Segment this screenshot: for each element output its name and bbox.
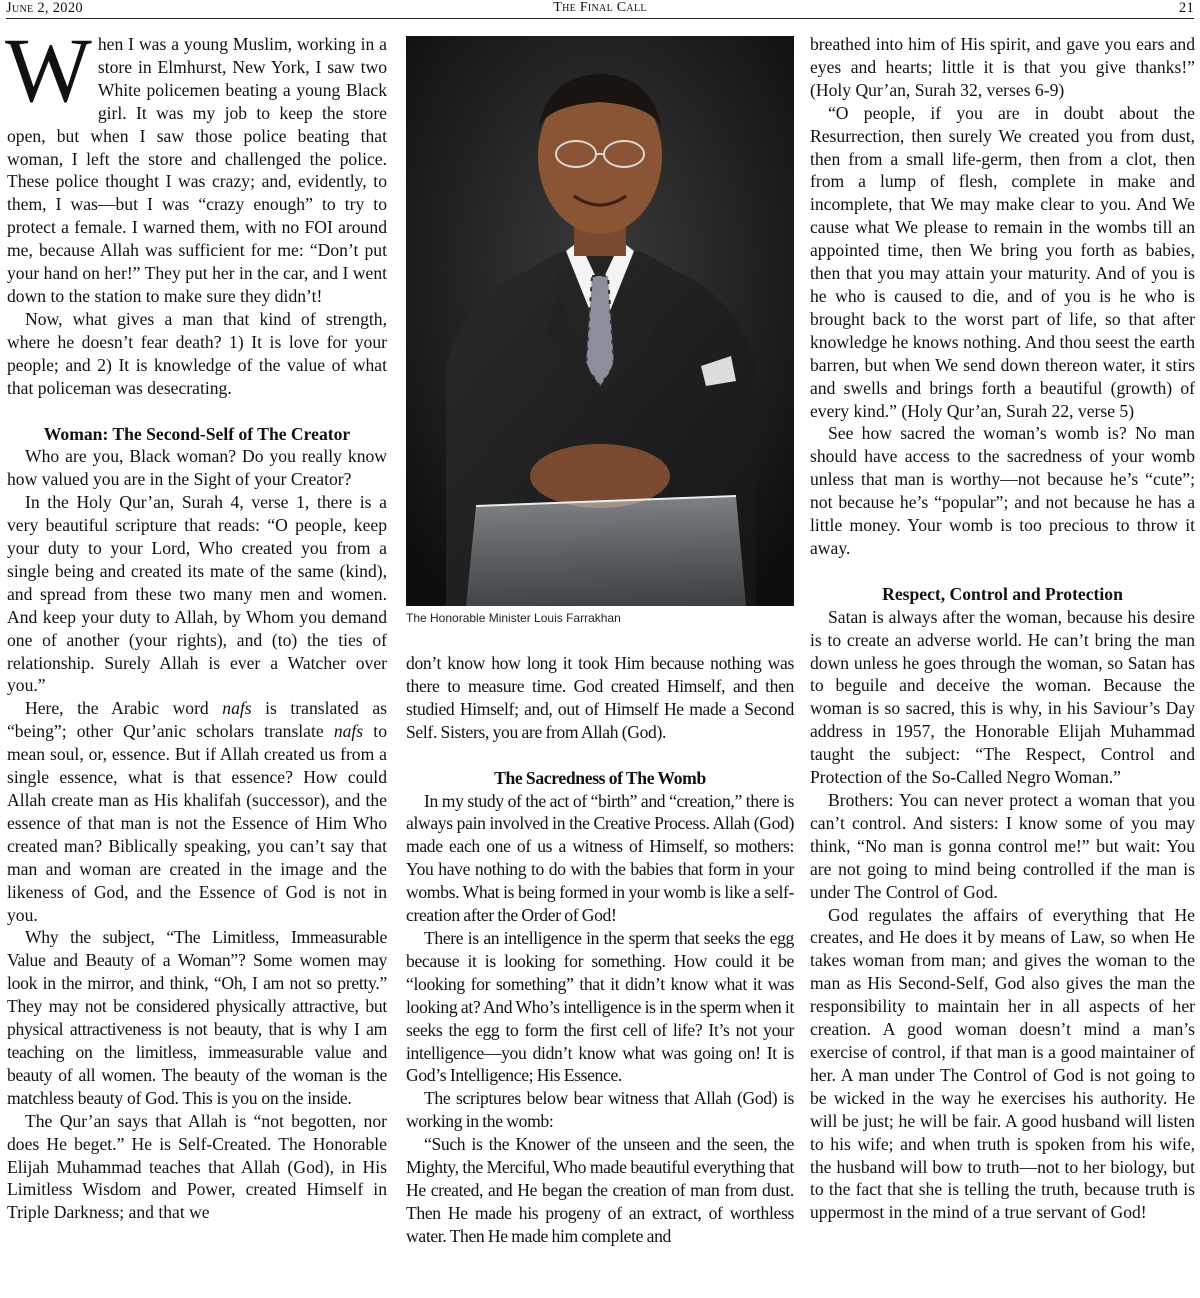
paragraph: God regulates the affairs of everything that He creates, and He does it by means of Law, so when He takes woman from man; and gives the woman to the man as His Second-Self, God also gives the man the responsibility to maintain her in all aspects of her creation. A good woman doesn’t mind a man’s exercise of control, if that man is a good maintainer of her. A man under The Control of God is not going to be wicked in the way he exercises his authority. He will be just; he will be fair. A good husband will listen to his wife; and when truth is spoken from his wife, the husband will bow to truth—not to her biology, but to the fact that she is telling the truth, because truth is uppermost in the mind of a true servant of God!	[810, 904, 1195, 1223]
paragraph: The Qur’an says that Allah is “not begotten, nor does He beget.” He is Self-Created. The Honorable Elijah Muhammad teaches that Allah (God), in His Limitless Wisdom and Power, created Himself in Triple Darkness; and that we	[7, 1110, 387, 1223]
paragraph: The scriptures below bear witness that Allah (God) is working in the womb:	[406, 1088, 794, 1132]
page-number: 21	[1178, 0, 1194, 16]
portrait-photo	[406, 36, 794, 606]
photo-caption: The Honorable Minister Louis Farrakhan	[406, 611, 621, 625]
paragraph: There is an intelligence in the sperm that seeks the egg because it is looking for something. How could it be “looking for something” that it didn’t know what it was looking at? And Who’s intelligence is in the sperm when it seeks the egg to form the first cell of life? It’s not your intelligence—you didn’t know what was going on! It is God’s Intelligence; His Essence.	[406, 927, 794, 1086]
paragraph: See how sacred the woman’s womb is? No man should have access to the sacredness of your womb unless that man is worthy—not because he’s “cute”; not because he’s “popular”; and not because he has a little money. Your womb is too precious to throw it away.	[810, 423, 1195, 558]
issue-date: June 2, 2020	[6, 0, 83, 16]
italic-term: nafs	[222, 698, 252, 719]
paragraph	[7, 697, 387, 926]
newspaper-name: The Final Call	[553, 0, 647, 15]
article-column-2	[406, 652, 794, 1248]
paragraph-text: is translated as “being”; other Qur’anic scholars translate	[7, 698, 387, 742]
paragraph: breathed into him of His spirit, and gave you ears and eyes and hearts; little it is that you give thanks!” (Holy Qur’an, Surah 32, verses 6-9)	[810, 34, 1195, 100]
paragraph: In my study of the act of “birth” and “creation,” there is always pain involved in the Creative Process. Allah (God) made each one of us a witness of Himself, so mothers: You have nothing to do with the babies that form in your wombs. What is being formed in your womb is like a self-creation after the Order of God!	[406, 790, 794, 926]
paragraph-text: to mean soul, or, essence. But if Allah created us from a single essence, what is that essence? How could Allah create man as His khalifah (successor), and the essence of that man is not the Essence of Him Who created man? Biblically speaking, you can’t say that man and woman are created in the image and the likeness of God, and the Essence of God is not in you.	[7, 721, 387, 925]
paragraph: “Such is the Knower of the unseen and the seen, the Mighty, the Merciful, Who made beautiful everything that He created, and He began the creation of man from dust. Then He made his progeny of an extract, of worthless water. Then He made him complete and	[406, 1134, 794, 1246]
paragraph: “O people, if you are in doubt about the Resurrection, then surely We created you from dust, then from a small life-germ, then from a clot, then from a lump of flesh, complete in make and incomplete, that We may make clear to you. And We cause what We please to remain in the wombs till an appointed time, then We bring you forth as babies, then that you may attain your maturity. And of you is he who is caused to die, and of you is he who is brought back to the worst part of life, so that after knowledge he knows nothing. And thou seest the earth barren, but when We send down thereon water, it stirs and swells and brings forth a beautiful (growth) of every kind.” (Holy Qur’an, Surah 22, verse 5)	[810, 102, 1195, 421]
paragraph: Satan is always after the woman, because his desire is to create an adverse world. He can’t bring the man down unless he goes through the woman, so Satan has to beguile and deceive the woman. Because the woman is so sacred, this is why, in his Saviour’s Day address in 1957, the Honorable Elijah Muhammad taught the subject: “The Respect, Control and Protection of the So-Called Negro Woman.”	[810, 606, 1195, 788]
paragraph: Who are you, Black woman? Do you really know how valued you are in the Sight of your Creator?	[7, 446, 387, 490]
section-heading: Respect, Control and Protection	[882, 583, 1123, 604]
article-column-3	[810, 33, 1195, 1224]
page-header	[6, 0, 1194, 19]
paragraph: Why the subject, “The Limitless, Immeasurable Value and Beauty of a Woman”? Some women may look in the mirror, and think, “Oh, I am not so pretty.” They may not be considered physically attractive, but physical attractiveness is not beauty, that is why I am teaching on the limitless, immeasurable value and beauty of all women. The beauty of the woman is the matchless beauty of God. This is you on the inside.	[7, 927, 387, 1108]
section-heading: Woman: The Second-Self of The Creator	[43, 423, 351, 444]
paragraph: In the Holy Qur’an, Surah 4, verse 1, there is a very beautiful scripture that reads: “O people, keep your duty to your Lord, Who created you from a single being and created its mate of the same (kind), and spread from these two many men and women. And keep your duty to Allah, by Whom you demand one of another (your rights), and (to) the ties of relationship. Surely Allah is ever a Watcher over you.”	[7, 492, 387, 696]
paragraph-text: Here, the Arabic word	[25, 698, 223, 719]
article-column-1	[5, 19, 387, 1224]
section-heading: The Sacredness of The Womb	[494, 767, 706, 788]
drop-cap: W	[5, 19, 92, 121]
italic-term: nafs	[333, 721, 364, 742]
paragraph: don’t know how long it took Him because nothing was there to measure time. God created Himself, and then studied Himself; and, out of Himself He made a Second Self. Sisters, you are from Allah (God).	[406, 653, 794, 742]
paragraph	[5, 19, 387, 308]
paragraph-text: hen I was a young Muslim, working in a store in Elmhurst, New York, I saw two White policemen beating a young Black girl. It was my job to keep the store open, but when I saw those police beating that woman, I left the store and challenged the police. These police thought I was crazy; and, evidently, to them, I was—but I was “crazy enough” to try to protect a female. I warned them, with no FOI around me, because Allah was sufficient for me: “Don’t put your hand on her!” They put her in the car, and I went down to the station to make sure they didn’t!	[7, 34, 387, 306]
paragraph: Brothers: You can never protect a woman that you can’t control. And sisters: I know some of you may think, “No man is gonna control me!” but wait: You are not going to mind being controlled if the man is under The Control of God.	[810, 790, 1195, 902]
paragraph: Now, what gives a man that kind of strength, where he doesn’t fear death? 1) It is love for your people; and 2) It is knowledge of the value of what that policeman was desecrating.	[7, 308, 387, 398]
